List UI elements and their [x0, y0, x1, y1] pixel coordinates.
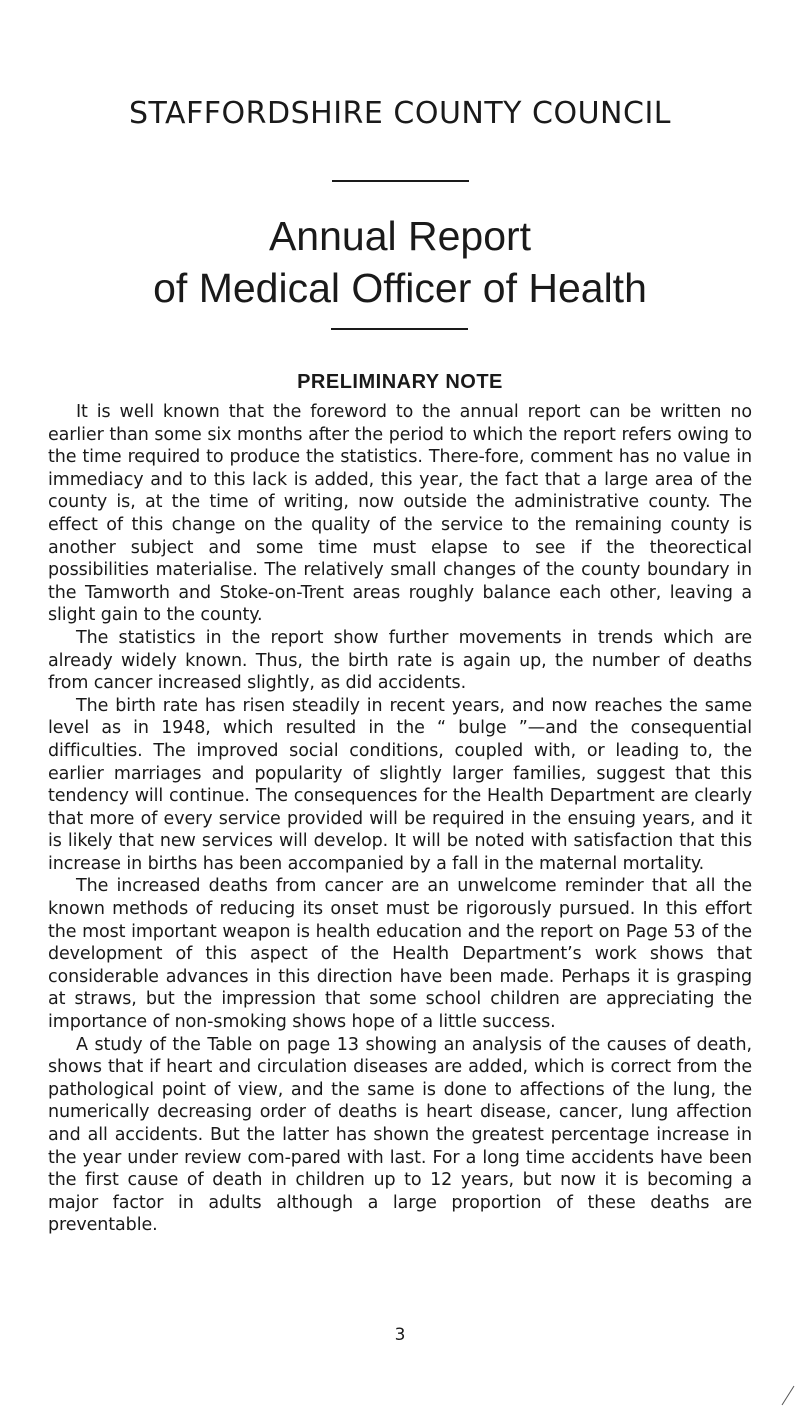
paragraph-1: It is well known that the foreword to the annual report can be written no earlier than some six months after the period to which the report refers owing to the time required to produce the statistics. There-fore, comment has no value in immediacy and to this lack is added, this year, the fact that a large area of the county is, at the time of writing, now outside the administrative county. The effect of this change on the quality of the service to the remaining county is another subject and some time must elapse to see if the theorectical possibilities materialise. The relatively small changes of the county boundary in the Tamworth and Stoke-on-Trent areas roughly balance each other, leaving a slight gain to the county. [48, 402, 752, 626]
paragraph-4: The increased deaths from cancer are an unwelcome reminder that all the known methods of reducing its onset must be rigorously pursued. In this effort the most important weapon is health education and the report on Page 53 of the development of this aspect of the Health Department’s work shows that considerable advances in this direction have been made. Perhaps it is grasping at straws, but the impression that some school children are appreciating the importance of non-smoking shows hope of a little success. [48, 876, 752, 1033]
section-heading: PRELIMINARY NOTE [297, 371, 503, 393]
paragraph-3: The birth rate has risen steadily in recent years, and now reaches the same level as in 1948, which resulted in the “ bulge ”—and the consequential difficulties. The improved social conditions, coupled with, or leading to, the earlier marriages and popularity of slightly larger families, suggest that this tendency will continue. The consequences for the Health Department are clearly that more of every service provided will be required in the ensuing years, and it is likely that new services will develop. It will be noted with satisfaction that this increase in births has been accompanied by a fall in the maternal mortality. [48, 695, 752, 874]
top-divider [332, 180, 469, 182]
middle-divider [331, 328, 468, 330]
corner-pencil-mark [780, 1384, 796, 1406]
paragraph-2: The statistics in the report show further movements in trends which are already widely known. Thus, the birth rate is again up, the number of deaths from cancer increased slightly, as did accidents. [48, 627, 752, 694]
page-number: 3 [394, 1325, 406, 1345]
report-title-line-2: of Medical Officer of Health [153, 265, 647, 311]
paragraph-5: A study of the Table on page 13 showing an analysis of the causes of death, shows that if heart and circulation diseases are added, which is correct from the pathological point of view, and the same is done to affections of the lung, the numerically decreasing order of deaths is heart disease, cancer, lung affection and all accidents. But the latter has shown the greatest percentage increase in the year under review com-pared with last. For a long time accidents have been the first cause of death in children up to 12 years, but now it is becoming a major factor in adults although a large proportion of these deaths are preventable. [48, 1034, 752, 1236]
preliminary-note-body [48, 401, 752, 1237]
report-title-line-1: Annual Report [268, 213, 532, 259]
council-name: STAFFORDSHIRE COUNTY COUNCIL [128, 96, 672, 131]
report-title [0, 210, 800, 314]
